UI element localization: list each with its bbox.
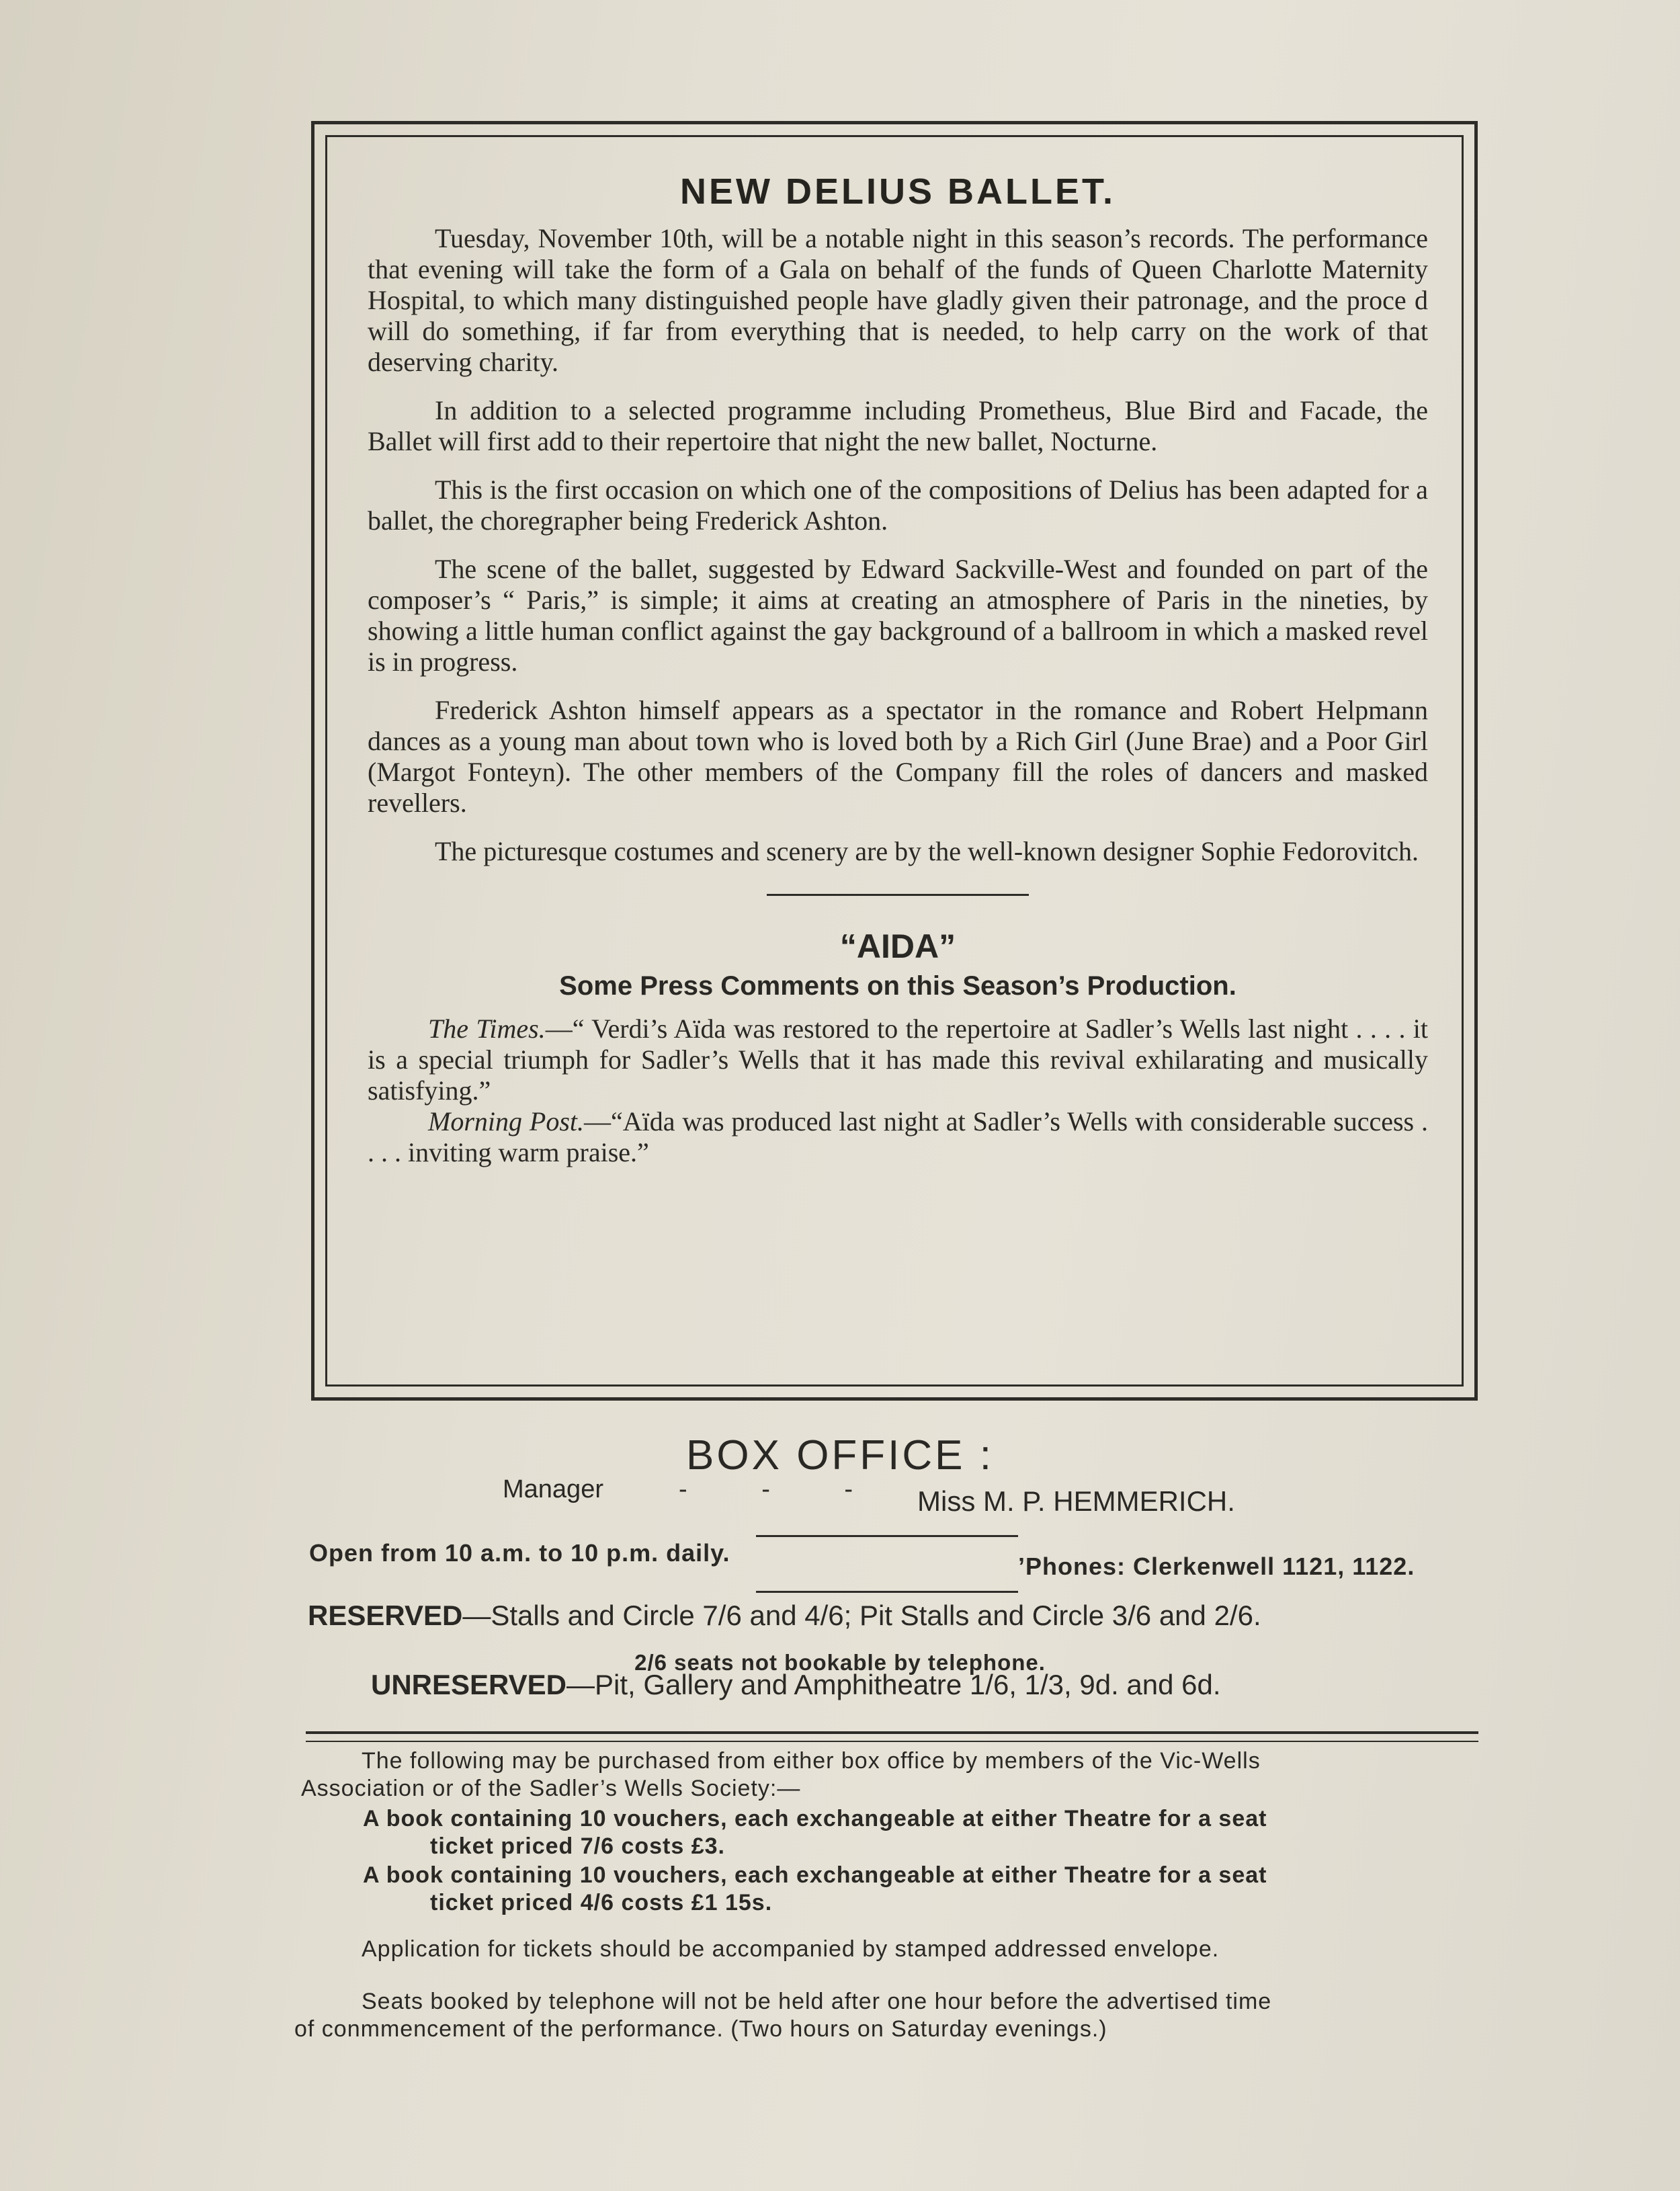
voucher-line: A book containing 10 vouchers, each exchangeable at either Theatre for a seat	[363, 1862, 1267, 1888]
voucher-offer	[363, 1805, 1478, 1860]
unreserved-prices	[371, 1669, 1221, 1701]
voucher-line: ticket priced 4/6 costs £1 15s.	[430, 1890, 773, 1915]
telephone-booking-note	[294, 1988, 1478, 2043]
manager-name: Miss M. P. HEMMERICH.	[917, 1485, 1235, 1517]
ballet-heading: NEW DELIUS BALLET.	[680, 171, 1116, 212]
voucher-line: A book containing 10 vouchers, each exchangeable at either Theatre for a seat	[363, 1806, 1267, 1831]
press-comment-post	[368, 1106, 1428, 1168]
unreserved-label: UNRESERVED	[371, 1669, 566, 1700]
reserved-label: RESERVED	[308, 1600, 463, 1631]
ballet-paragraph: The picturesque costumes and scenery are by the well-known designer Sophie Fedorovitch.	[435, 836, 1419, 866]
ballet-paragraph: In addition to a selected programme including Prometheus, Blue Bird and Facade, the Ballet will first add to their repertoire that night the new ballet, Nocturne.	[368, 395, 1428, 456]
ballet-paragraph: Frederick Ashton himself appears as a spectator in the romance and Robert Helpmann dances as a young man about town who is loved both by a Rich Girl (June Brae) and a Poor Girl (Margot Fonteyn). The other members of the Company fill the roles of dancers and masked revellers.	[368, 695, 1428, 818]
voucher-line: ticket priced 7/6 costs £3.	[430, 1833, 725, 1859]
application-note: Application for tickets should be accompanied by stamped addressed envelope.	[362, 1936, 1220, 1962]
reserved-prices	[308, 1600, 1261, 1632]
ballet-paragraph: This is the first occasion on which one of the compositions of Delius has been adapted for a ballet, the choregrapher being Frederick Ashton.	[368, 474, 1428, 536]
double-rule	[306, 1731, 1478, 1734]
divider-line	[756, 1535, 1018, 1537]
divider-line	[756, 1591, 1018, 1593]
ballet-paragraph: The scene of the ballet, suggested by Edward Sackville-West and founded on part of the composer’s “ Paris,” is simple; it aims at creating an atmosphere of Paris in the nineties, by showing a little human conflict against the gay background of a ballroom in which a masked revel is in progress.	[368, 554, 1428, 677]
telephone-note-line: of conmmencement of the performance. (Two hours on Saturday evenings.)	[294, 2016, 1107, 2042]
announcement-box-inner	[325, 135, 1464, 1387]
opening-hours: Open from 10 a.m. to 10 p.m. daily.	[309, 1539, 730, 1567]
press-quote: —“ Verdi’s Aïda was restored to the repertoire at Sadler’s Wells last night . . . . it is a special triumph for Sadler’s Wells that it has made this revival exhilarating and musically satisfying.”	[368, 1014, 1429, 1106]
press-quote: —“Aïda was produced last night at Sadler’s Wells with considerable success . . . . inviting warm praise.”	[368, 1106, 1428, 1167]
phone-numbers: ’Phones: Clerkenwell 1121, 1122.	[1018, 1553, 1415, 1580]
box-office-title: BOX OFFICE :	[686, 1432, 994, 1479]
reserved-text: —Stalls and Circle 7/6 and 4/6; Pit Stalls and Circle 3/6 and 2/6.	[462, 1600, 1261, 1631]
voucher-offer	[363, 1862, 1478, 1917]
press-source: The Times.	[428, 1014, 546, 1044]
voucher-intro	[301, 1747, 1478, 1803]
manager-dashes: - - -	[679, 1475, 887, 1503]
voucher-intro-line: The following may be purchased from either box office by members of the Vic-Wells	[362, 1748, 1261, 1774]
aida-title: “AIDA”	[839, 927, 956, 965]
press-comment-times	[368, 1014, 1428, 1106]
unreserved-text: —Pit, Gallery and Amphitheatre 1/6, 1/3, 9d. and 6d.	[566, 1669, 1221, 1700]
manager-label: Manager	[503, 1475, 603, 1503]
press-source: Morning Post.	[428, 1106, 585, 1136]
double-rule	[306, 1741, 1478, 1742]
telephone-note-line: Seats booked by telephone will not be held after one hour before the advertised time	[362, 1989, 1272, 2014]
reserved-note: 2/6 seats not bookable by telephone.	[634, 1650, 1046, 1675]
aida-subtitle: Some Press Comments on this Season’s Production.	[559, 971, 1236, 1001]
section-divider	[767, 894, 1029, 896]
announcement-box	[311, 121, 1478, 1401]
ballet-paragraph: Tuesday, November 10th, will be a notable night in this season’s records. The performance that evening will take the form of a Gala on behalf of the funds of Queen Charlotte Maternity Hospital, to which many distinguished people have gladly given their patronage, and the proce d will do something, if far from everything that is needed, to help carry on the work of that deserving charity.	[368, 223, 1428, 377]
voucher-intro-line: Association or of the Sadler’s Wells Society:—	[301, 1776, 801, 1801]
